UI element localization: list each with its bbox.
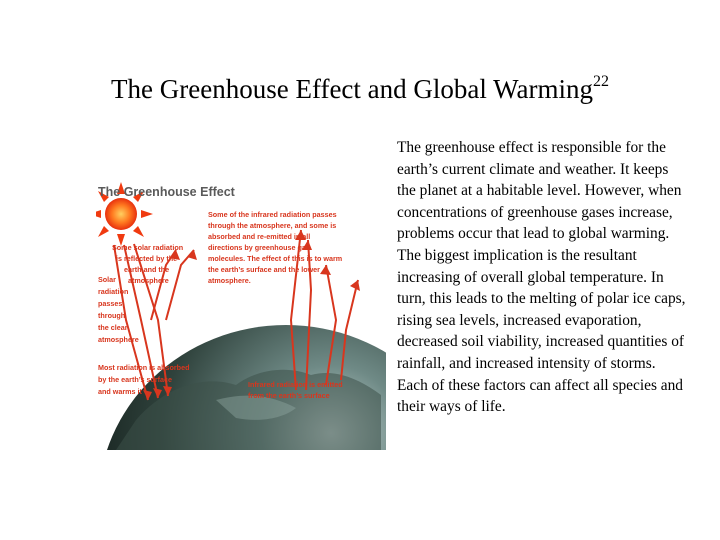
label-solar-line-3: passes xyxy=(98,299,123,308)
label-reflected-line-4: atmosphere xyxy=(128,276,169,285)
label-reflected xyxy=(112,243,183,285)
label-absorbed-line-2: by the earth’s surface xyxy=(98,375,173,384)
label-solar-line-4: through xyxy=(98,311,126,320)
label-solar-line-6: atmosphere xyxy=(98,335,139,344)
label-infrared-line-7: atmosphere. xyxy=(208,276,251,285)
label-infrared-line-3: absorbed and re-emitted in all xyxy=(208,232,311,241)
slide-title-text: The Greenhouse Effect and Global Warming xyxy=(111,74,593,104)
label-infrared-line-4: directions by greenhouse gas xyxy=(208,243,310,252)
slide-title xyxy=(0,72,720,106)
diagram-svg xyxy=(96,170,386,450)
label-reflected-line-2: is reflected by the xyxy=(116,254,178,263)
label-reflected-line-3: earth and the xyxy=(124,265,170,274)
label-reflected-line-1: Some solar radiation xyxy=(112,243,184,252)
label-infrared-line-5: molecules. The effect of this is to warm xyxy=(208,254,343,263)
label-emitted-line-2: from the earth’s surface xyxy=(248,391,330,400)
label-solar-line-2: radiation xyxy=(98,287,129,296)
label-solar-line-1: Solar xyxy=(98,275,116,284)
label-absorbed-line-3: and warms it xyxy=(98,387,142,396)
label-absorbed-line-1: Most radiation is absorbed xyxy=(98,363,190,372)
diagram-title: The Greenhouse Effect xyxy=(98,185,235,199)
label-infrared-line-6: the earth’s surface and the lower xyxy=(208,265,320,274)
label-solar-line-5: the clear xyxy=(98,323,128,332)
label-infrared-line-1: Some of the infrared radiation passes xyxy=(208,210,337,219)
slide-body-text: The greenhouse effect is responsible for the earth’s current climate and weather. It keeps the planet at a habitable level. However, when concentrations of greenhouse gases increase, problems occur that lead to global warming. The biggest implication is the resultant increasing of overall global temperature. In turn, this leads to the melting of polar ice caps, rising sea levels, increased evaporation, decreased soil viability, increased quantities of rainfall, and increased intensity of storms. Each of these factors can affect all species and their ways of life. xyxy=(397,139,686,416)
label-infrared-line-2: through the atmosphere, and some is xyxy=(208,221,337,230)
slide-number: 22 xyxy=(592,73,609,90)
label-emitted-line-1: Infrared radiation is emitted xyxy=(248,380,343,389)
greenhouse-effect-diagram xyxy=(96,170,386,450)
